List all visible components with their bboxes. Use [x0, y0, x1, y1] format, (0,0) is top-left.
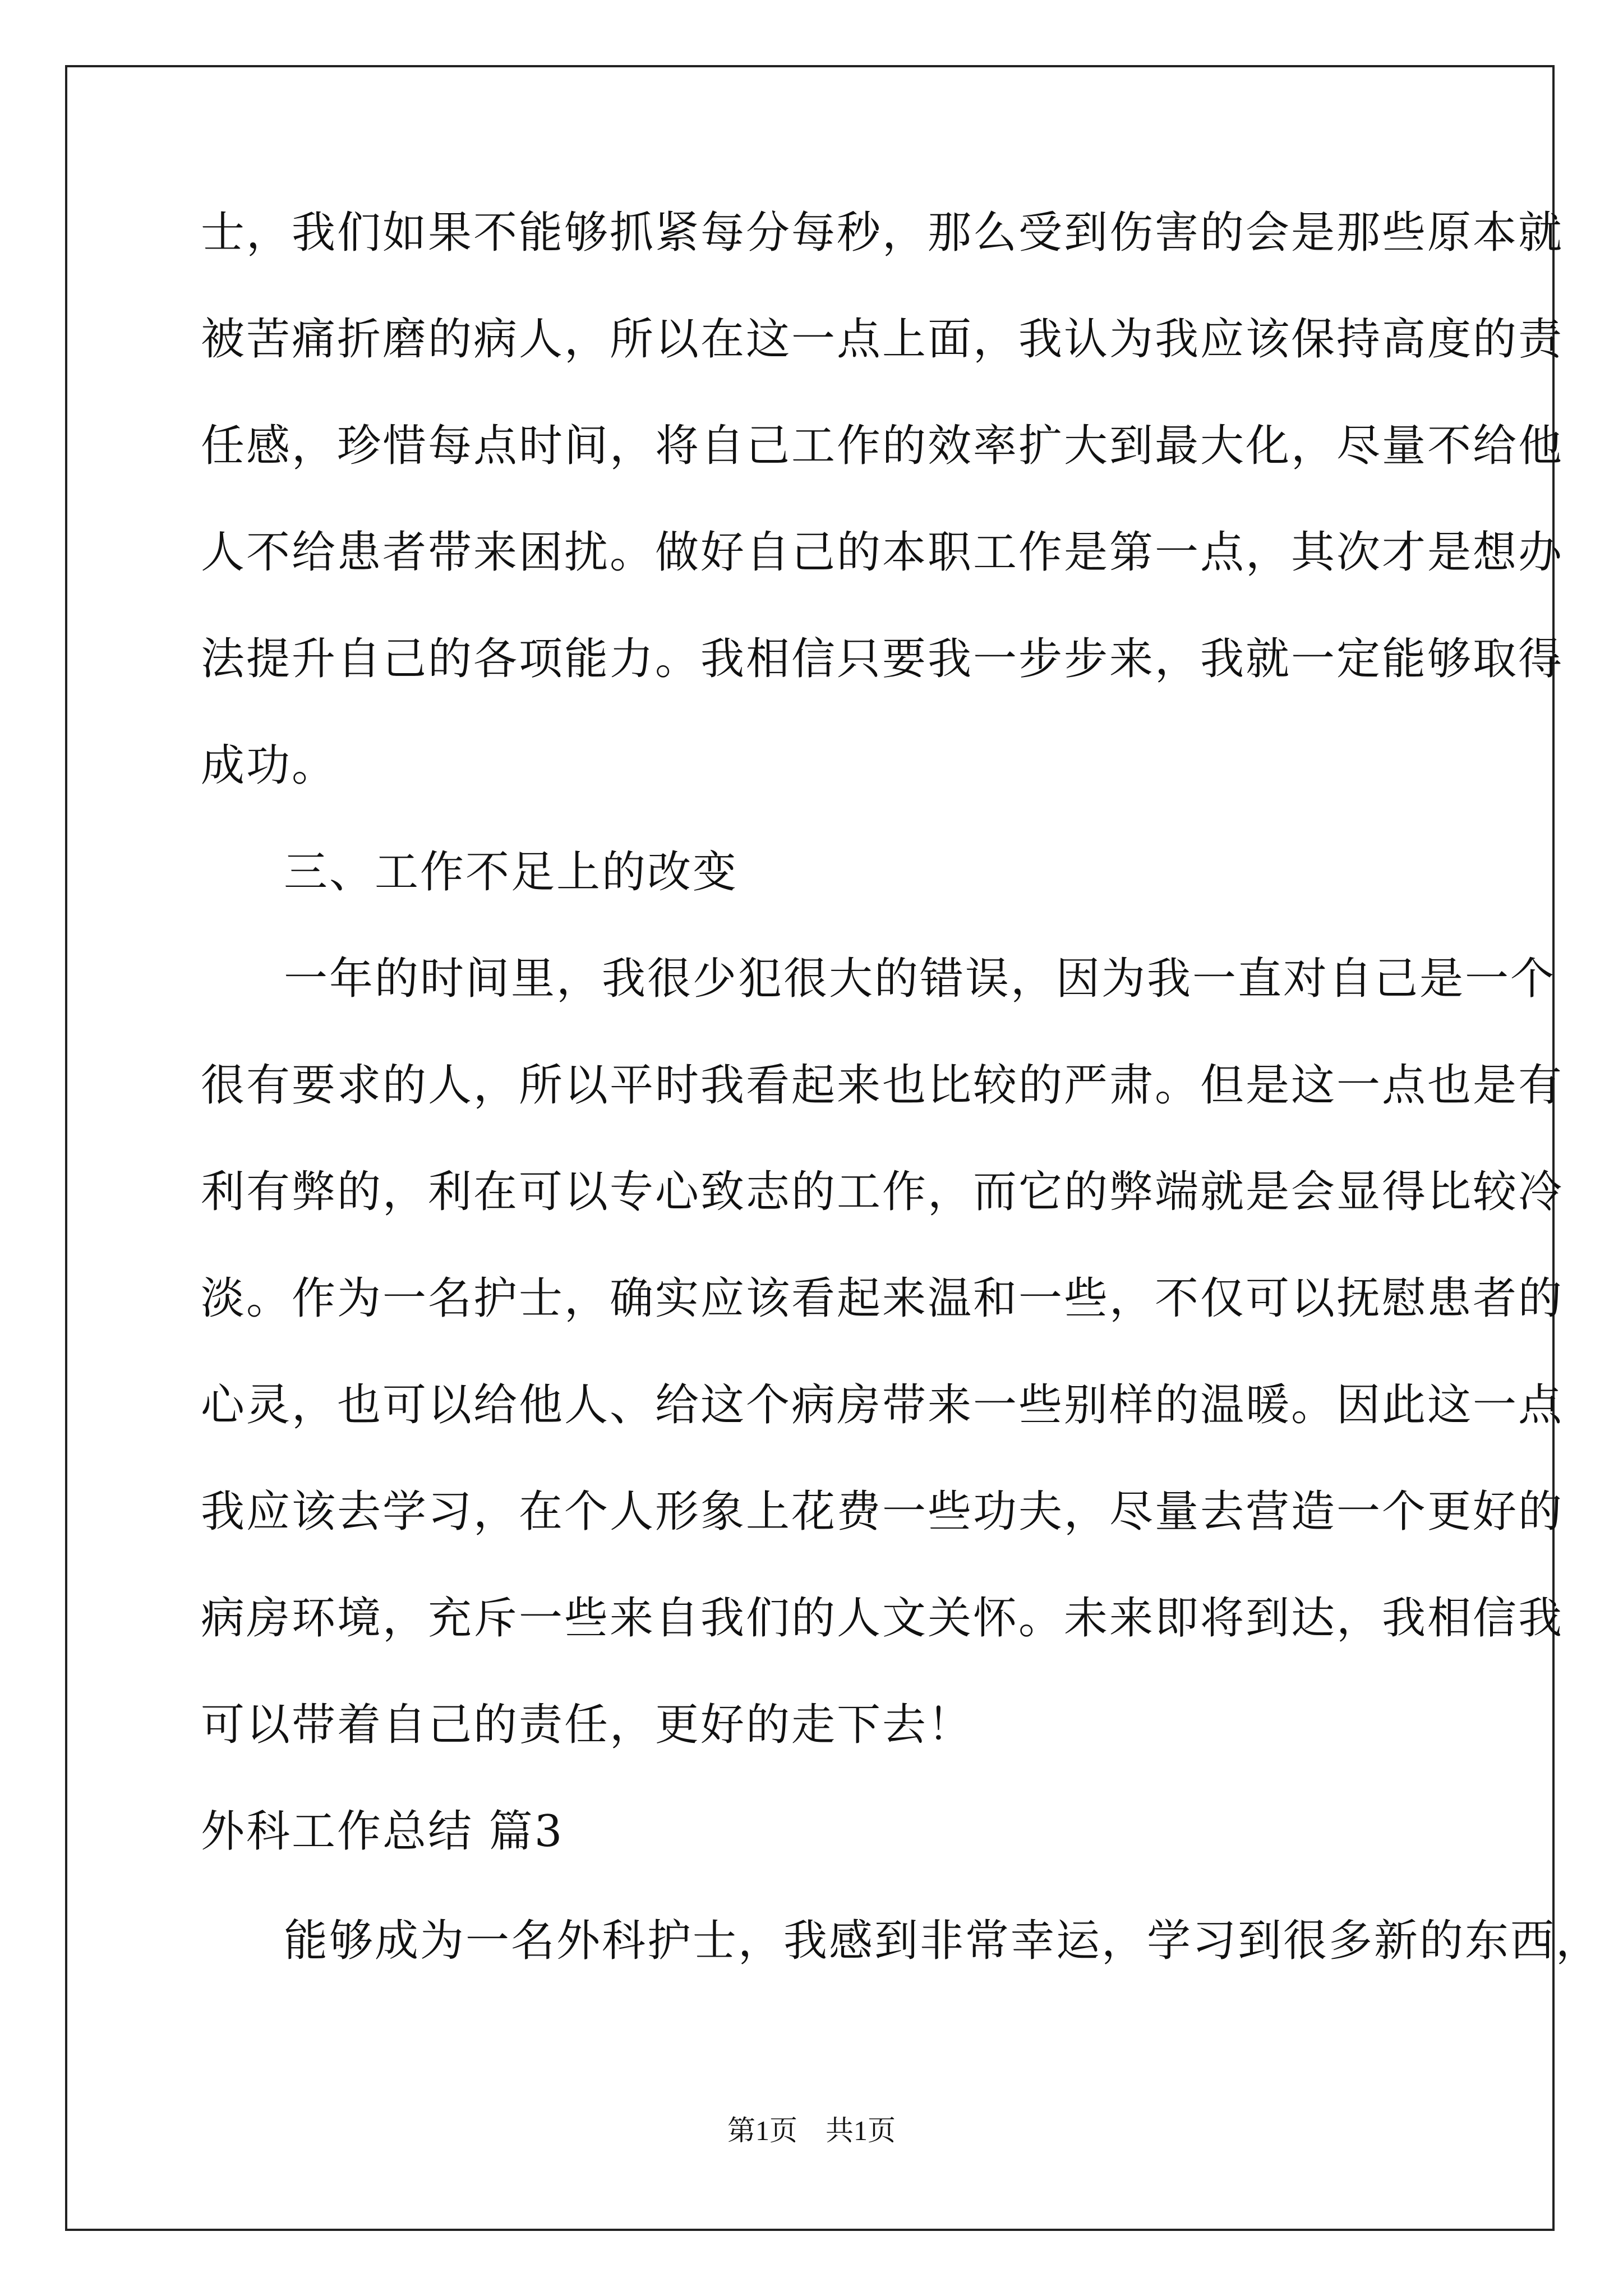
text-line: 我应该去学习，在个人形象上花费一些功夫，尽量去营造一个更好的: [201, 1487, 1564, 1537]
text-line: 能够成为一名外科护士，我感到非常幸运，学习到很多新的东西，: [284, 1916, 1602, 1966]
text-line: 任感，珍惜每点时间，将自己工作的效率扩大到最大化，尽量不给他: [201, 421, 1564, 471]
text-line: 病房环境，充斥一些来自我们的人文关怀。未来即将到达，我相信我: [201, 1593, 1564, 1644]
text-line: 一年的时间里，我很少犯很大的错误，因为我一直对自己是一个: [284, 954, 1556, 1004]
chapter-title: 外科工作总结 篇3: [201, 1806, 564, 1857]
text-line: 很有要求的人，所以平时我看起来也比较的严肃。但是这一点也是有: [201, 1060, 1564, 1111]
text-line: 人不给患者带来困扰。做好自己的本职工作是第一点，其次才是想办: [201, 527, 1564, 578]
text-line: 士，我们如果不能够抓紧每分每秒，那么受到伤害的会是那些原本就: [201, 208, 1564, 258]
text-line: 被苦痛折磨的病人，所以在这一点上面，我认为我应该保持高度的责: [201, 314, 1564, 365]
text-line: 利有弊的，利在可以专心致志的工作，而它的弊端就是会显得比较冷: [201, 1167, 1564, 1217]
text-line: 淡。作为一名护士，确实应该看起来温和一些，不仅可以抚慰患者的: [201, 1273, 1564, 1324]
text-line: 可以带着自己的责任，更好的走下去！: [201, 1700, 974, 1750]
page-footer: 第1页 共1页: [727, 2115, 896, 2146]
page-border: [65, 65, 1555, 2231]
section-heading: 三、工作不足上的改变: [284, 847, 739, 898]
text-line: 法提升自己的各项能力。我相信只要我一步步来，我就一定能够取得: [201, 634, 1564, 684]
text-line: 成功。: [201, 740, 338, 791]
text-line: 心灵，也可以给他人、给这个病房带来一些别样的温暖。因此这一点: [201, 1380, 1564, 1430]
